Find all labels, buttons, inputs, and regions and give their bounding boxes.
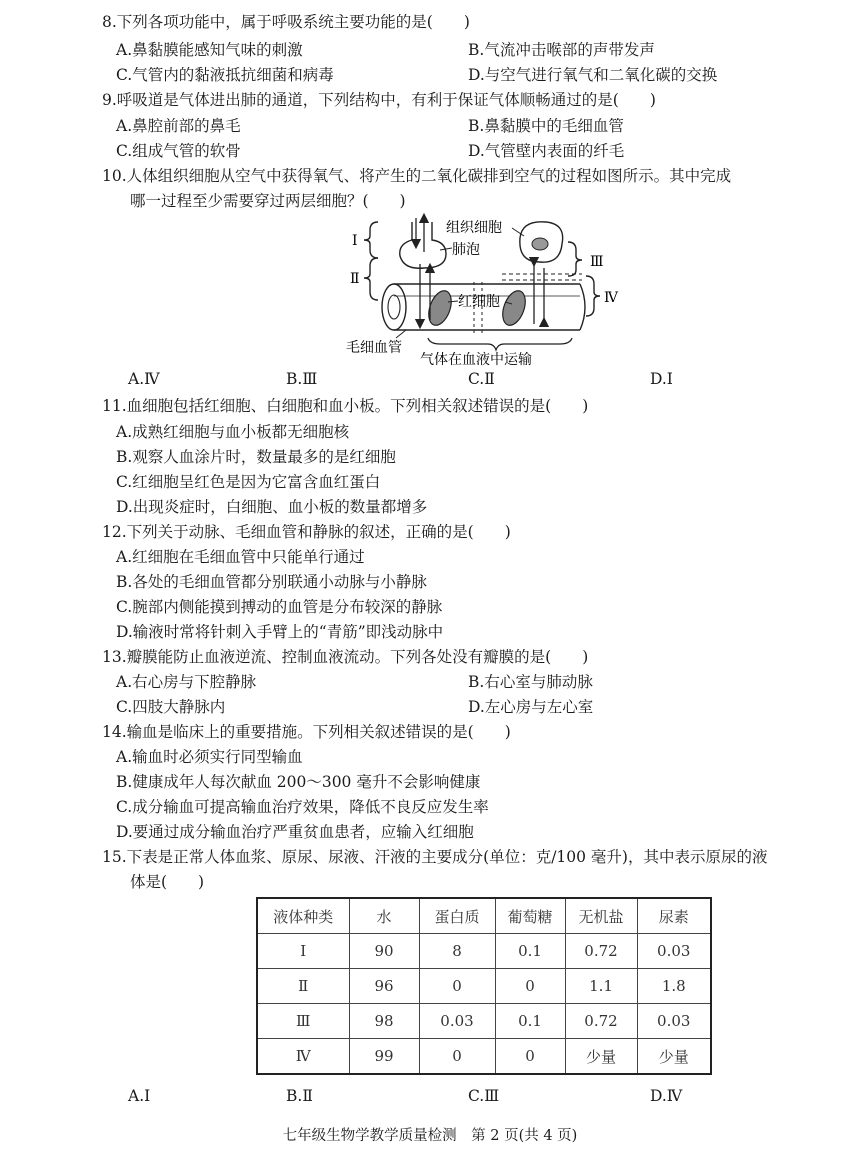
q8-option-c: C.气管内的黏液抵抗细菌和病毒 (116, 66, 334, 84)
q9-option-a: A.鼻腔前部的鼻毛 (116, 117, 241, 135)
q13-option-b: B.右心室与肺动脉 (468, 673, 593, 691)
q11-stem: 11.血细胞包括红细胞、白细胞和血小板。下列相关叙述错误的是( ) (102, 397, 589, 415)
table-cell: Ⅳ (257, 1039, 349, 1075)
table-cell: 96 (349, 969, 419, 1004)
q15-option-b: B.Ⅱ (286, 1087, 313, 1105)
q9-option-b: B.鼻黏膜中的毛细血管 (468, 117, 624, 135)
table-cell: 0.1 (495, 934, 565, 969)
q8-option-d: D.与空气进行氧气和二氧化碳的交换 (468, 66, 718, 84)
q12-option-d: D.输液时常将针刺入手臂上的“青筋”即浅动脉中 (116, 623, 444, 641)
table-cell: Ⅱ (257, 969, 349, 1004)
q10-option-c: C.Ⅱ (468, 370, 495, 388)
q14-option-a: A.输血时必须实行同型输血 (116, 748, 303, 766)
table-cell: 0 (419, 1039, 495, 1075)
q13-option-d: D.左心房与左心室 (468, 698, 594, 716)
table-header-cell: 水 (349, 898, 419, 934)
label-tissue-cell: 组织细胞 (446, 220, 502, 236)
red-blood-cell-1 (424, 288, 455, 329)
table-cell: 0.03 (419, 1004, 495, 1039)
q11-option-a: A.成熟红细胞与血小板都无细胞核 (116, 423, 350, 441)
table-row (257, 934, 711, 969)
table-cell: 0.03 (637, 934, 711, 969)
q12-option-a: A.红细胞在毛细血管中只能单行通过 (116, 548, 365, 566)
transport-brace (428, 338, 572, 350)
q15-stem-line2: 体是( ) (130, 873, 205, 891)
roman-label-2: Ⅱ (350, 271, 360, 287)
table-cell: 1.8 (637, 969, 711, 1004)
q15-stem-line1: 15.下表是正常人体血浆、原尿、尿液、汗液的主要成分(单位：克/100 毫升)，其中表示原尿的液 (102, 848, 768, 866)
q9-stem: 9.呼吸道是气体进出肺的通道，下列结构中，有利于保证气体顺畅通过的是( ) (102, 91, 656, 109)
roman-label-3: Ⅲ (590, 254, 604, 270)
q10-stem-line2: 哪一过程至少需要穿过两层细胞？( ) (130, 192, 406, 210)
q10-option-a: A.Ⅳ (128, 370, 160, 388)
table-cell: 0 (495, 1039, 565, 1075)
table-header-cell: 葡萄糖 (495, 898, 565, 934)
table-cell: 99 (349, 1039, 419, 1075)
table-cell: Ⅲ (257, 1004, 349, 1039)
q9-option-c: C.组成气管的软骨 (116, 142, 241, 160)
q15-option-a: A.Ⅰ (128, 1087, 151, 1105)
table-row (257, 1039, 711, 1075)
red-blood-cell-2 (498, 288, 529, 329)
table-cell: 98 (349, 1004, 419, 1039)
respiration-diagram (0, 212, 860, 382)
table-cell: 0.72 (565, 1004, 637, 1039)
q11-option-b: B.观察人血涂片时，数量最多的是红细胞 (116, 448, 396, 466)
q8-option-a: A.鼻黏膜能感知气味的刺激 (116, 41, 303, 59)
table-cell: 0.1 (495, 1004, 565, 1039)
q12-stem: 12.下列关于动脉、毛细血管和静脉的叙述，正确的是( ) (102, 523, 511, 541)
q14-option-d: D.要通过成分输血治疗严重贫血患者，应输入红细胞 (116, 823, 474, 841)
q8-stem: 8.下列各项功能中，属于呼吸系统主要功能的是( ) (102, 13, 470, 31)
roman-label-1: Ⅰ (352, 233, 358, 249)
q11-option-d: D.出现炎症时，白细胞、血小板的数量都增多 (116, 498, 428, 516)
table-cell: 0 (495, 969, 565, 1004)
page-footer: 七年级生物学教学质量检测 第 2 页(共 4 页) (282, 1128, 578, 1144)
table-cell: Ⅰ (257, 934, 349, 969)
table-cell: 1.1 (565, 969, 637, 1004)
q10-option-b: B.Ⅲ (286, 370, 318, 388)
table-cell: 0.03 (637, 1004, 711, 1039)
q13-option-a: A.右心房与下腔静脉 (116, 673, 257, 691)
q13-option-c: C.四肢大静脉内 (116, 698, 226, 716)
label-capillary: 毛细血管 (346, 340, 402, 356)
q15-option-d: D.Ⅳ (650, 1087, 683, 1105)
label-alveolus: 肺泡 (452, 242, 480, 258)
q14-stem: 14.输血是临床上的重要措施。下列相关叙述错误的是( ) (102, 723, 511, 741)
q13-stem: 13.瓣膜能防止血液逆流、控制血液流动。下列各处没有瓣膜的是( ) (102, 648, 589, 666)
label-gas-transport: 气体在血液中运输 (420, 352, 532, 368)
label-red-blood-cell: 红细胞 (458, 294, 500, 310)
q8-option-b: B.气流冲击喉部的声带发声 (468, 41, 655, 59)
table-header-row (257, 898, 711, 934)
roman-label-4: Ⅳ (604, 290, 618, 306)
table-header-cell: 无机盐 (565, 898, 637, 934)
brace-iii (568, 242, 582, 276)
q11-option-c: C.红细胞呈红色是因为它富含血红蛋白 (116, 473, 381, 491)
q10-stem-line1: 10.人体组织细胞从空气中获得氧气、将产生的二氧化碳排到空气的过程如图所示。其中完成 (102, 167, 732, 185)
table-header-cell: 蛋白质 (419, 898, 495, 934)
table-row (257, 969, 711, 1004)
table-cell: 90 (349, 934, 419, 969)
table-row (257, 1004, 711, 1039)
brace-ii (364, 258, 378, 300)
q14-option-b: B.健康成年人每次献血 200～300 毫升不会影响健康 (116, 773, 481, 791)
table-cell: 0.72 (565, 934, 637, 969)
alveolus (400, 222, 446, 268)
fluid-composition-table (256, 897, 712, 1075)
table-header-cell: 尿素 (637, 898, 711, 934)
table-header-cell: 液体种类 (257, 898, 349, 934)
table-cell: 8 (419, 934, 495, 969)
q12-option-b: B.各处的毛细血管都分别联通小动脉与小静脉 (116, 573, 427, 591)
q14-option-c: C.成分输血可提高输血治疗效果，降低不良反应发生率 (116, 798, 489, 816)
q12-option-c: C.腕部内侧能摸到搏动的血管是分布较深的静脉 (116, 598, 443, 616)
q10-option-d: D.Ⅰ (650, 370, 673, 388)
brace-iv (586, 276, 600, 316)
brace-i (364, 222, 378, 258)
table-cell: 少量 (637, 1039, 711, 1075)
q9-option-d: D.气管壁内表面的纤毛 (468, 142, 625, 160)
table-cell: 少量 (565, 1039, 637, 1075)
q15-option-c: C.Ⅲ (468, 1087, 500, 1105)
table-cell: 0 (419, 969, 495, 1004)
